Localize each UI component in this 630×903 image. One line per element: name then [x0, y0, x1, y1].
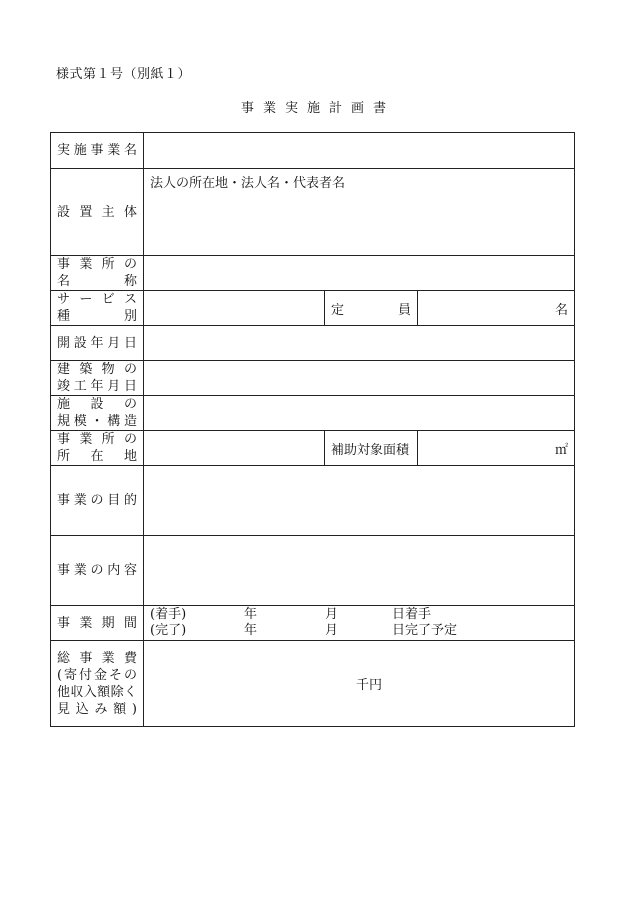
label-char: 入	[83, 684, 97, 700]
label-char: 事	[57, 257, 71, 272]
label-period	[51, 606, 144, 640]
period-start-tag: (着手)	[150, 607, 187, 622]
content-field[interactable]	[144, 536, 574, 605]
label-line	[57, 492, 137, 509]
capacity-field[interactable]	[418, 291, 574, 325]
period-end-year: 年	[244, 623, 258, 638]
label-char: 年	[90, 335, 104, 351]
label-line	[57, 378, 137, 395]
label-char: 業	[79, 257, 93, 272]
total-cost-field[interactable]	[144, 641, 574, 726]
label-line	[57, 256, 137, 273]
label-char: 所	[101, 257, 115, 272]
label-line	[57, 667, 137, 684]
label-building-date	[51, 361, 144, 395]
label-char: 設	[57, 204, 71, 220]
label-char: 置	[79, 204, 93, 220]
label-char: 見	[57, 701, 71, 717]
label-char: 日	[123, 379, 137, 394]
label-char: 竣	[57, 379, 71, 394]
label-char: 事	[57, 432, 71, 447]
area-label	[325, 431, 418, 465]
label-char: 実	[57, 143, 71, 158]
label-char: 容	[123, 563, 137, 578]
label-char: の	[90, 563, 104, 578]
label-line	[57, 396, 137, 413]
label-char: 在	[90, 449, 104, 464]
label-char: 業	[107, 143, 121, 158]
label-line	[57, 701, 137, 718]
application-form-table	[50, 132, 575, 727]
area-unit: ㎡	[554, 442, 568, 458]
label-line	[57, 650, 137, 667]
label-service	[51, 291, 144, 325]
label-char: 寄	[64, 667, 78, 683]
label-char: 事	[79, 650, 93, 666]
label-char: 体	[123, 204, 137, 220]
label-char: 所	[57, 449, 71, 464]
label-line	[57, 308, 137, 325]
period-start-day: 日着手	[392, 607, 432, 622]
area-field[interactable]	[418, 431, 574, 465]
office-name-field[interactable]	[144, 256, 574, 290]
label-char: 業	[73, 563, 87, 578]
label-char: 業	[73, 493, 87, 508]
row-total-cost	[51, 640, 574, 726]
label-line	[57, 204, 137, 221]
label-char: 所	[101, 432, 115, 447]
label-content	[51, 536, 144, 605]
label-char: そ	[109, 667, 123, 683]
capacity-label-end: 員	[397, 302, 411, 318]
label-line	[57, 448, 137, 465]
label-char: の	[90, 493, 104, 508]
label-char: 総	[57, 650, 71, 666]
label-char: 目	[107, 493, 121, 508]
label-line	[57, 684, 137, 701]
label-char: )	[131, 701, 137, 717]
label-char: 設	[90, 397, 104, 412]
label-char: 建	[57, 362, 71, 377]
label-char: の	[123, 397, 137, 412]
label-char: 除	[110, 684, 124, 700]
area-label-text: 補助対象面積	[331, 442, 410, 458]
label-char: 月	[107, 335, 121, 351]
label-char: 別	[123, 309, 137, 324]
label-char: の	[123, 432, 137, 447]
label-char: 月	[107, 379, 121, 394]
label-char: 事	[57, 615, 71, 631]
label-char: の	[123, 257, 137, 272]
row-building-date	[51, 360, 574, 395]
row-opening-date	[51, 325, 574, 360]
label-line	[57, 615, 137, 632]
label-office-name	[51, 256, 144, 290]
label-opening-date	[51, 326, 144, 360]
label-char: 費	[123, 650, 137, 666]
label-char: サ	[57, 292, 71, 307]
owner-hint: 法人の所在地・法人名・代表者名	[150, 176, 346, 191]
label-total-cost	[51, 641, 144, 726]
label-char: 構	[107, 414, 121, 429]
capacity-label-start: 定	[331, 302, 345, 318]
label-operator	[51, 133, 144, 168]
label-char: ー	[79, 292, 93, 307]
label-char: 内	[107, 563, 121, 578]
label-char: 造	[123, 414, 137, 429]
label-char: 模	[73, 414, 87, 429]
label-char: ス	[123, 292, 137, 307]
purpose-field[interactable]	[144, 466, 574, 535]
label-char: 事	[57, 493, 71, 508]
label-char: 期	[101, 615, 115, 631]
label-char: 物	[101, 362, 115, 377]
label-char: 築	[79, 362, 93, 377]
label-char: 規	[57, 414, 71, 429]
label-owner	[51, 169, 144, 255]
label-line	[57, 142, 137, 159]
form-number: 様式第１号（別紙１）	[56, 67, 192, 82]
label-char: 業	[101, 650, 115, 666]
row-period	[51, 605, 574, 640]
label-char: 設	[73, 335, 87, 351]
row-purpose	[51, 465, 574, 535]
label-char: 業	[79, 615, 93, 631]
period-end-month: 月	[325, 623, 339, 638]
label-char: 金	[94, 667, 108, 683]
label-line	[57, 335, 137, 352]
label-char: 他	[57, 684, 71, 700]
row-office-location	[51, 430, 574, 465]
row-operator	[51, 133, 574, 168]
label-char: 称	[123, 274, 137, 289]
label-char: 額	[113, 701, 127, 717]
period-field[interactable]	[144, 606, 574, 640]
label-char: 施	[57, 397, 71, 412]
label-char: 地	[123, 449, 137, 464]
label-line	[57, 413, 137, 430]
label-char: 名	[123, 143, 137, 158]
label-char: 主	[101, 204, 115, 220]
label-char: 年	[90, 379, 104, 394]
period-end-tag: (完了)	[150, 623, 187, 638]
label-char: 収	[70, 684, 84, 700]
row-service	[51, 290, 574, 325]
label-char: 間	[123, 615, 137, 631]
label-char: 開	[57, 335, 71, 351]
label-line	[57, 273, 137, 290]
owner-field[interactable]	[144, 169, 574, 255]
label-char: 名	[57, 274, 71, 289]
label-char: 付	[79, 667, 93, 683]
row-office-name	[51, 255, 574, 290]
label-line	[57, 431, 137, 448]
label-line	[57, 291, 137, 308]
label-char: 種	[57, 309, 71, 324]
label-char: ・	[90, 414, 104, 429]
period-end-day: 日完了予定	[392, 623, 458, 638]
label-char: (	[57, 667, 63, 683]
capacity-label	[325, 291, 418, 325]
label-char: の	[123, 362, 137, 377]
total-cost-unit: 千円	[355, 678, 382, 693]
label-char: 施	[73, 143, 87, 158]
label-facility-scale	[51, 396, 144, 430]
label-char: 日	[123, 335, 137, 351]
document-title: 事業実施計画書	[240, 101, 395, 116]
period-start-line	[150, 607, 574, 623]
period-start-month: 月	[325, 607, 339, 622]
capacity-unit: 名	[554, 302, 568, 318]
row-owner	[51, 168, 574, 255]
operator-field[interactable]	[144, 133, 574, 168]
label-char: 的	[123, 493, 137, 508]
building-date-field[interactable]	[144, 361, 574, 395]
row-facility-scale	[51, 395, 574, 430]
label-char: 工	[73, 379, 87, 394]
period-start-year: 年	[244, 607, 258, 622]
label-char: 込	[75, 701, 89, 717]
label-char: の	[123, 667, 137, 683]
service-type-field[interactable]	[144, 291, 325, 325]
label-line	[57, 361, 137, 378]
facility-scale-field[interactable]	[144, 396, 574, 430]
label-char: 業	[79, 432, 93, 447]
opening-date-field[interactable]	[144, 326, 574, 360]
label-char: く	[123, 684, 137, 700]
label-char: み	[94, 701, 108, 717]
label-char: 事	[90, 143, 104, 158]
label-char: 事	[57, 563, 71, 578]
period-end-line	[150, 623, 574, 639]
label-line	[57, 562, 137, 579]
label-purpose	[51, 466, 144, 535]
office-location-field[interactable]	[144, 431, 325, 465]
row-content	[51, 535, 574, 605]
label-office-location	[51, 431, 144, 465]
label-char: ビ	[101, 292, 115, 307]
label-char: 額	[97, 684, 111, 700]
